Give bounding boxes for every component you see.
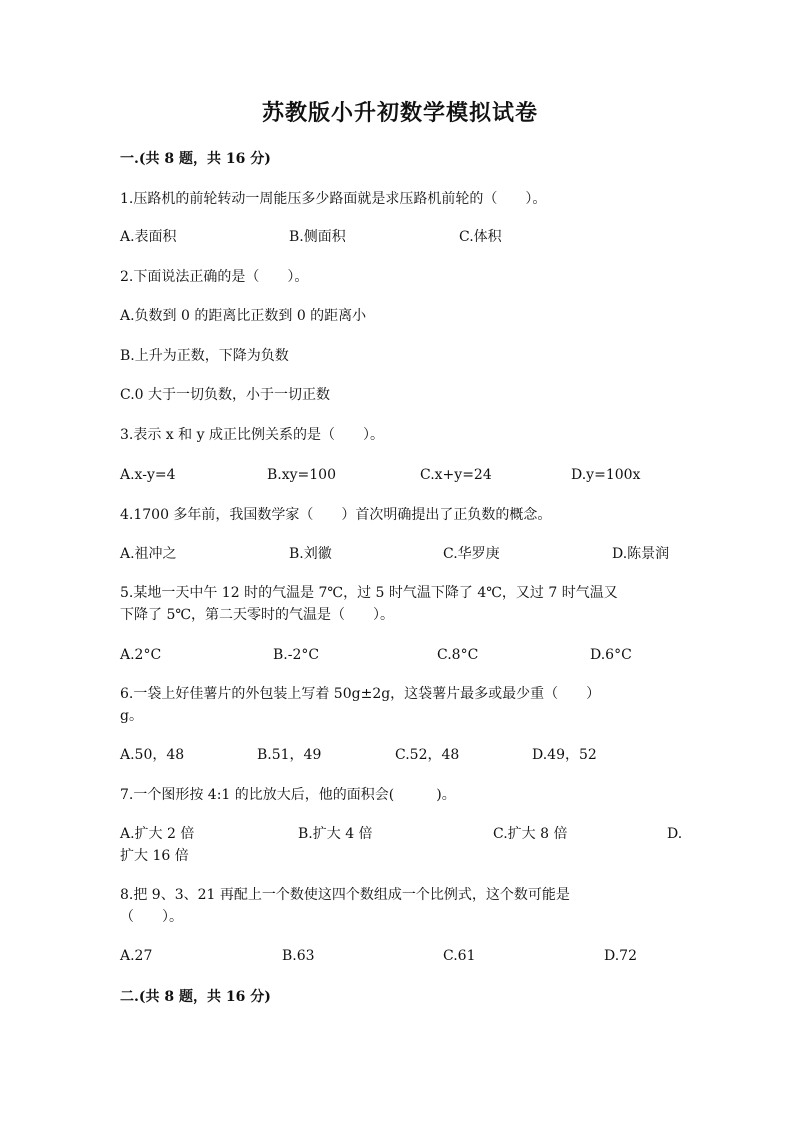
question-7: 7.一个图形按 4:1 的比放大后，他的面积会( )。 — [120, 787, 456, 803]
q8-option-a[interactable]: A.27 — [120, 948, 153, 964]
q8-option-b[interactable]: B.63 — [282, 948, 315, 964]
q3-option-b[interactable]: B.xy=100 — [267, 467, 336, 483]
q5-option-a[interactable]: A.2°C — [120, 647, 162, 663]
q3-option-a[interactable]: A.x-y=4 — [120, 467, 176, 483]
exam-title: 苏教版小升初数学模拟试卷 — [261, 100, 538, 126]
question-2: 2.下面说法正确的是（ ）。 — [120, 269, 309, 285]
q6-option-a[interactable]: A.50，48 — [120, 747, 185, 763]
q7-option-d[interactable]: D. — [667, 826, 683, 842]
question-1: 1.压路机的前轮转动一周能压多少路面就是求压路机前轮的（ ）。 — [120, 191, 547, 207]
question-5-line-2: 下降了 5℃，第二天零时的气温是（ ）。 — [120, 607, 395, 623]
question-4: 4.1700 多年前，我国数学家（ ）首次明确提出了正负数的概念。 — [120, 507, 552, 523]
q1-option-b[interactable]: B.侧面积 — [289, 229, 346, 245]
q2-option-b[interactable]: B.上升为正数，下降为负数 — [120, 348, 289, 364]
q7-option-a[interactable]: A.扩大 2 倍 — [120, 826, 195, 842]
q6-option-b[interactable]: B.51，49 — [257, 747, 322, 763]
question-8-line-2: （ ）。 — [120, 909, 183, 925]
question-3: 3.表示 x 和 y 成正比例关系的是（ ）。 — [120, 427, 384, 443]
q4-option-a[interactable]: A.祖冲之 — [120, 546, 177, 562]
q7-option-b[interactable]: B.扩大 4 倍 — [298, 826, 373, 842]
question-8-line-1: 8.把 9、3、21 再配上一个数使这四个数组成一个比例式，这个数可能是 — [120, 887, 570, 903]
q4-option-c[interactable]: C.华罗庚 — [443, 546, 500, 562]
q5-option-b[interactable]: B.-2°C — [273, 647, 320, 663]
q1-option-a[interactable]: A.表面积 — [120, 229, 177, 245]
q5-option-c[interactable]: C.8°C — [437, 647, 479, 663]
q5-option-d[interactable]: D.6°C — [590, 647, 632, 663]
question-6-line-1: 6.一袋上好佳薯片的外包装上写着 50g±2g，这袋薯片最多或最少重（ ） — [120, 686, 601, 702]
q4-option-b[interactable]: B.刘徽 — [289, 546, 332, 562]
q8-option-c[interactable]: C.61 — [443, 948, 476, 964]
q6-option-d[interactable]: D.49，52 — [532, 747, 597, 763]
section-1-heading: 一.(共 8 题，共 16 分) — [120, 151, 271, 167]
question-5-line-1: 5.某地一天中午 12 时的气温是 7℃，过 5 时气温下降了 4℃，又过 7 时气温又 — [120, 585, 618, 601]
q3-option-c[interactable]: C.x+y=24 — [420, 467, 492, 483]
q8-option-d[interactable]: D.72 — [604, 948, 637, 964]
question-6-line-2: g。 — [120, 708, 143, 724]
q4-option-d[interactable]: D.陈景润 — [612, 546, 670, 562]
section-2-heading: 二.(共 8 题，共 16 分) — [120, 989, 271, 1005]
q7-option-d-text[interactable]: 扩大 16 倍 — [120, 848, 189, 864]
q2-option-a[interactable]: A.负数到 0 的距离比正数到 0 的距离小 — [120, 308, 367, 324]
q7-option-c[interactable]: C.扩大 8 倍 — [493, 826, 568, 842]
q3-option-d[interactable]: D.y=100x — [571, 467, 641, 483]
q2-option-c[interactable]: C.0 大于一切负数，小于一切正数 — [120, 387, 331, 403]
q6-option-c[interactable]: C.52，48 — [395, 747, 460, 763]
q1-option-c[interactable]: C.体积 — [459, 229, 502, 245]
